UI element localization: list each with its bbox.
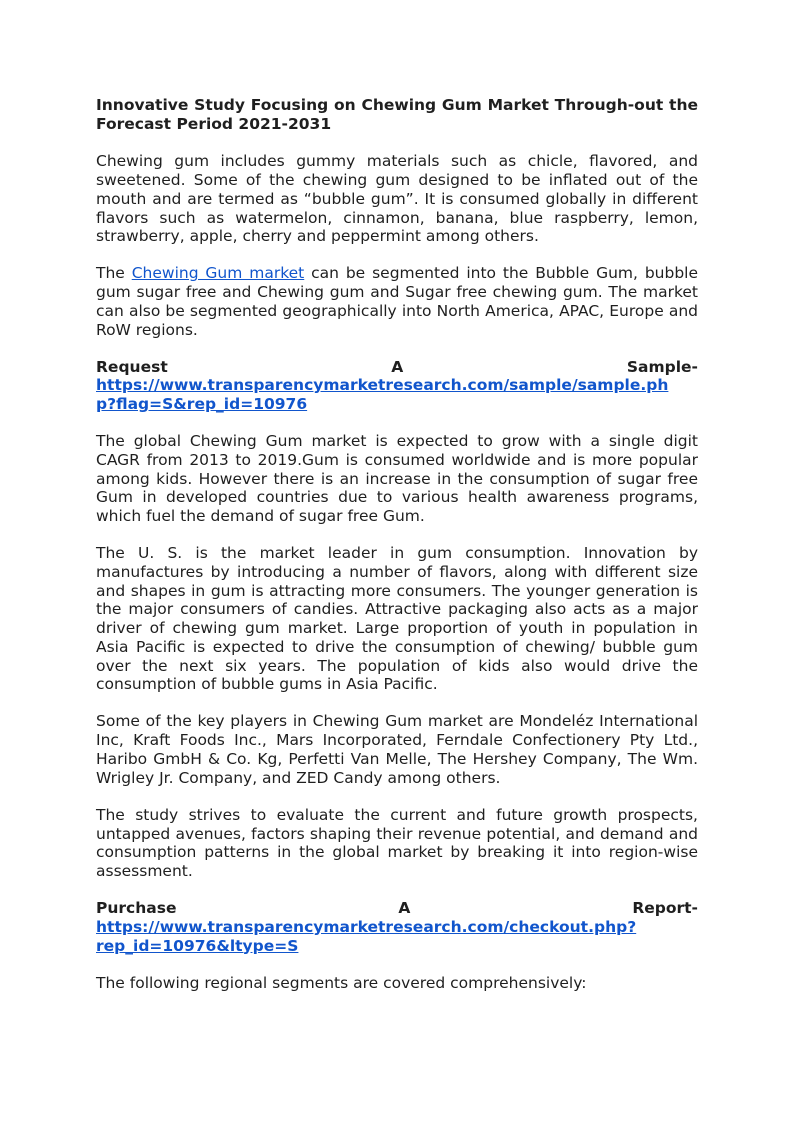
paragraph-study: The study strives to evaluate the current and future growth prospects, untapped avenues, factors shaping their revenue potential, and demand and consumption patterns in the global market by breaking it into region-wise assessment. xyxy=(96,805,698,880)
a-word: A xyxy=(398,899,411,918)
request-sample-heading xyxy=(96,358,698,377)
document-page xyxy=(96,96,698,1011)
sample-url-line2[interactable]: p?flag=S&rep_id=10976 xyxy=(96,395,308,414)
paragraph-intro: Chewing gum includes gummy materials such as chicle, flavored, and sweetened. Some of the chewing gum designed to be inflated out of the mouth and are termed as “bubble gum”. It is consumed globally in different flavors such as watermelon, cinnamon, banana, blue raspberry, lemon, strawberry, apple, cherry and peppermint among others. xyxy=(96,152,698,246)
purchase-url-link[interactable] xyxy=(96,918,698,955)
report-word: Report- xyxy=(632,899,698,918)
paragraph-us-market: The U. S. is the market leader in gum consumption. Innovation by manufactures by introducing a number of flavors, along with different size and shapes in gum is attracting more consumers. The younger generation is the major consumers of candies. Attractive packaging also acts as a major driver of chewing gum market. Large proportion of youth in population in Asia Pacific is expected to drive the consumption of chewing/ bubble gum over the next six years. The population of kids also would drive the consumption of bubble gums in Asia Pacific. xyxy=(96,544,698,694)
chewing-gum-market-link[interactable]: Chewing Gum market xyxy=(131,264,305,283)
sample-url-line1[interactable]: https://www.transparencymarketresearch.com/sample/sample.ph xyxy=(96,376,669,395)
paragraph-segmentation-prefix: The xyxy=(96,264,132,283)
request-word: Request xyxy=(96,357,168,376)
request-sample-block xyxy=(96,358,698,414)
paragraph-key-players: Some of the key players in Chewing Gum market are Mondeléz International Inc, Kraft Foods Inc., Mars Incorporated, Ferndale Confectionery Pty Ltd., Haribo GmbH & Co. Kg, Perfetti Van Melle, The Hershey Company, The Wm. Wrigley Jr. Company, and ZED Candy among others. xyxy=(96,712,698,787)
paragraph-regional-segments: The following regional segments are covered comprehensively: xyxy=(96,973,587,992)
purchase-report-heading xyxy=(96,899,698,918)
paragraph-global-market: The global Chewing Gum market is expected to grow with a single digit CAGR from 2013 to 2019.Gum is consumed worldwide and is more popular among kids. However there is an increase in the consumption of sugar free Gum in developed countries due to various health awareness programs, which fuel the demand of sugar free Gum. xyxy=(96,432,698,526)
purchase-report-block xyxy=(96,899,698,955)
sample-word: Sample- xyxy=(626,357,698,376)
a-word: A xyxy=(391,357,404,376)
paragraph-segmentation xyxy=(96,264,698,339)
sample-url-link[interactable] xyxy=(96,376,698,413)
purchase-url-line2[interactable]: rep_id=10976&ltype=S xyxy=(96,936,299,955)
document-title: Innovative Study Focusing on Chewing Gum Market Through-out the Forecast Period 2021-2031 xyxy=(96,96,698,133)
purchase-url-line1[interactable]: https://www.transparencymarketresearch.com/checkout.php? xyxy=(96,917,637,936)
paragraph-segmentation-suffix: can be segmented into the Bubble Gum, bubble gum sugar free and Chewing gum and Sugar free chewing gum. The market can also be segmented geographically into North America, APAC, Europe and RoW regions. xyxy=(96,264,698,339)
purchase-word: Purchase xyxy=(96,899,177,918)
